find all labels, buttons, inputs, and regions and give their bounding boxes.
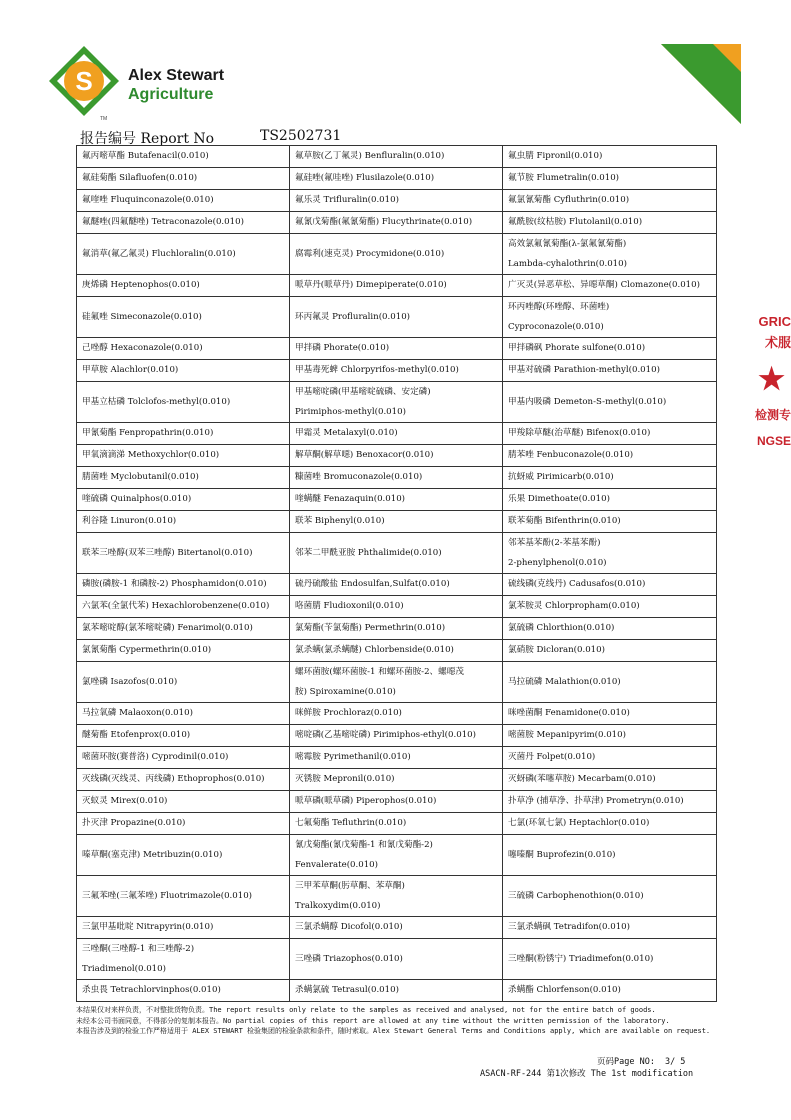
table-cell: 七氟菊酯 Tefluthrin(0.010) <box>290 813 503 835</box>
table-cell: 扑灭津 Propazine(0.010) <box>77 813 290 835</box>
table-cell: 三氯甲基吡啶 Nitrapyrin(0.010) <box>77 917 290 939</box>
table-cell: 扑草净 (捕草净、扑草津) Prometryn(0.010) <box>503 791 717 813</box>
table-row <box>77 533 717 574</box>
table-row <box>77 275 717 297</box>
table-cell: 甲基毒死蜱 Chlorpyrifos-methyl(0.010) <box>290 360 503 382</box>
table-cell: 氟氯氰菊酯 Cyfluthrin(0.010) <box>503 190 717 212</box>
table-row <box>77 791 717 813</box>
table-cell: 糠菌唑 Bromuconazole(0.010) <box>290 467 503 489</box>
table-cell: 氯苯胺灵 Chlorpropham(0.010) <box>503 596 717 618</box>
cell-line: 胺) Spiroxamine(0.010) <box>295 687 396 697</box>
analyte-table <box>76 145 717 1002</box>
table-cell: 三氯杀螨醇 Dicofol(0.010) <box>290 917 503 939</box>
table-cell: 灭蚁灵 Mirex(0.010) <box>77 791 290 813</box>
table-cell: 甲基对硫磷 Parathion-methyl(0.010) <box>503 360 717 382</box>
table-cell <box>503 533 717 574</box>
table-cell: 硫线磷(克线丹) Cadusafos(0.010) <box>503 574 717 596</box>
stamp-text-2: 术服 <box>764 335 791 350</box>
table-row <box>77 146 717 168</box>
table-cell: 三硫磷 Carbophenothion(0.010) <box>503 876 717 917</box>
table-cell: 环丙氟灵 Profluralin(0.010) <box>290 297 503 338</box>
table-row <box>77 769 717 791</box>
stamp-text-4: 检测专 <box>754 408 791 422</box>
table-cell: 杀虫畏 Tetrachlorvinphos(0.010) <box>77 980 290 1002</box>
table-cell: 联苯菊酯 Bifenthrin(0.010) <box>503 511 717 533</box>
table-cell: 腈苯唑 Fenbuconazole(0.010) <box>503 445 717 467</box>
table-row <box>77 190 717 212</box>
table-cell: 甲拌磷砜 Phorate sulfone(0.010) <box>503 338 717 360</box>
table-cell: 腐霉利(速克灵) Procymidone(0.010) <box>290 234 503 275</box>
table-cell: 氟氰戊菊酯(氟氰菊酯) Flucythrinate(0.010) <box>290 212 503 234</box>
table-row <box>77 445 717 467</box>
table-cell: 甲氧滴滴涕 Methoxychlor(0.010) <box>77 445 290 467</box>
report-number-label: 报告编号 Report No <box>80 131 215 147</box>
brand-line2: Agriculture <box>128 86 214 103</box>
page-number <box>597 1055 685 1067</box>
table-cell: 马拉硫磷 Malathion(0.010) <box>503 662 717 703</box>
disclaimer <box>76 1005 721 1037</box>
table-row <box>77 234 717 275</box>
table-cell: 咯菌腈 Fludioxonil(0.010) <box>290 596 503 618</box>
table-row <box>77 338 717 360</box>
table-cell: 氟硅菊酯 Silafluofen(0.010) <box>77 168 290 190</box>
table-cell: 甲基内吸磷 Demeton-S-methyl(0.010) <box>503 382 717 423</box>
table-cell: 甲基立枯磷 Tolclofos-methyl(0.010) <box>77 382 290 423</box>
table-cell: 嘧霉胺 Pyrimethanil(0.010) <box>290 747 503 769</box>
svg-text:S: S <box>75 66 93 96</box>
brand-line1: Alex Stewart <box>128 67 225 84</box>
corner-decoration-icon <box>661 44 741 124</box>
table-row <box>77 574 717 596</box>
table-cell: 氟虫腈 Fipronil(0.010) <box>503 146 717 168</box>
table-cell: 甲草胺 Alachlor(0.010) <box>77 360 290 382</box>
table-cell: 嘧菌环胺(赛普洛) Cyprodinil(0.010) <box>77 747 290 769</box>
table-row <box>77 939 717 980</box>
table-cell: 氟消草(氟乙氟灵) Fluchloralin(0.010) <box>77 234 290 275</box>
table-cell <box>503 234 717 275</box>
stamp-star-icon: ★ <box>758 363 785 396</box>
report-number-value: TS2502731 <box>260 128 342 144</box>
table-cell: 氟喹唑 Fluquinconazole(0.010) <box>77 190 290 212</box>
page-number-value: 3/ 5 <box>664 1057 686 1067</box>
table-cell: 三唑磷 Triazophos(0.010) <box>290 939 503 980</box>
cell-line: 高效氯氟氰菊酯(λ-氯氟氰菊酯) <box>508 239 627 249</box>
table-cell: 磷胺(磷胺-1 和磷胺-2) Phosphamidon(0.010) <box>77 574 290 596</box>
table-row <box>77 980 717 1002</box>
table-cell: 灭菌丹 Folpet(0.010) <box>503 747 717 769</box>
table-cell: 氯硝胺 Dicloran(0.010) <box>503 640 717 662</box>
table-cell: 庚烯磷 Heptenophos(0.010) <box>77 275 290 297</box>
table-cell: 嘧菌胺 Mepanipyrim(0.010) <box>503 725 717 747</box>
page-number-label: 页码Page NO: <box>597 1057 655 1067</box>
table-row <box>77 876 717 917</box>
table-row <box>77 360 717 382</box>
company-logo-icon <box>48 45 120 117</box>
cell-line: 2-phenylphenol(0.010) <box>508 558 607 568</box>
table-cell: 广灭灵(异恶草松、异噁草酮) Clomazone(0.010) <box>503 275 717 297</box>
table-row <box>77 917 717 939</box>
company-stamp <box>754 310 791 460</box>
table-cell: 氯菊酯(苄氯菊酯) Permethrin(0.010) <box>290 618 503 640</box>
table-cell: 六氯苯(全氯代苯) Hexachlorobenzene(0.010) <box>77 596 290 618</box>
table-cell: 氯氰菊酯 Cypermethrin(0.010) <box>77 640 290 662</box>
table-cell: 醚菊酯 Etofenprox(0.010) <box>77 725 290 747</box>
analyte-table-body <box>77 146 717 1002</box>
stamp-text-1: GRIC <box>758 314 791 329</box>
table-cell: 腈菌唑 Myclobutanil(0.010) <box>77 467 290 489</box>
disclaimer-line-2: 未经本公司书面同意，不得部分的复制本报告。No partial copies of this report are allowed at any time without the written permission of the laboratory. <box>76 1016 670 1025</box>
table-row <box>77 489 717 511</box>
table-cell: 解草酮(解草噁) Benoxacor(0.010) <box>290 445 503 467</box>
table-cell: 哌草丹(哌草丹) Dimepiperate(0.010) <box>290 275 503 297</box>
table-cell <box>290 382 503 423</box>
table-cell: 硫丹硫酸盐 Endosulfan,Sulfat(0.010) <box>290 574 503 596</box>
table-row <box>77 725 717 747</box>
table-row <box>77 168 717 190</box>
table-cell: 咪鲜胺 Prochloraz(0.010) <box>290 703 503 725</box>
table-cell: 喹硫磷 Quinalphos(0.010) <box>77 489 290 511</box>
cell-line: 三甲苯草酮(肟草酮、苯草酮) <box>295 881 405 891</box>
table-cell: 氟醚唑(四氟醚唑) Tetraconazole(0.010) <box>77 212 290 234</box>
table-cell: 甲拌磷 Phorate(0.010) <box>290 338 503 360</box>
cell-line: 甲基嘧啶磷(甲基嘧啶硫磷、安定磷) <box>295 387 431 397</box>
table-cell: 氟乐灵 Trifluralin(0.010) <box>290 190 503 212</box>
table-cell: 氟草胺(乙丁氟灵) Benfluralin(0.010) <box>290 146 503 168</box>
table-cell: 氯唑磷 Isazofos(0.010) <box>77 662 290 703</box>
cell-line: 氰戊菊酯(氰戊菊酯-1 和氰戊菊酯-2) <box>295 840 433 850</box>
cell-line: Fenvalerate(0.010) <box>295 860 379 870</box>
table-row <box>77 467 717 489</box>
table-cell <box>290 835 503 876</box>
table-cell <box>503 297 717 338</box>
table-cell: 噻嗪酮 Buprofezin(0.010) <box>503 835 717 876</box>
table-cell: 甲霜灵 Metalaxyl(0.010) <box>290 423 503 445</box>
table-cell: 七氯(环氧七氯) Heptachlor(0.010) <box>503 813 717 835</box>
table-row <box>77 212 717 234</box>
table-cell: 氯杀螨(氯杀螨醚) Chlorbenside(0.010) <box>290 640 503 662</box>
table-row <box>77 813 717 835</box>
table-cell: 氯苯嘧啶醇(氯苯嘧啶磷) Fenarimol(0.010) <box>77 618 290 640</box>
disclaimer-line-1: 本结果仅对来样负责，不对整批货物负责。The report results only relate to the samples as received and analysed, not for the entire batch of goods. <box>76 1006 656 1014</box>
table-cell: 抗蚜威 Pirimicarb(0.010) <box>503 467 717 489</box>
table-cell: 灭锈胺 Mepronil(0.010) <box>290 769 503 791</box>
table-cell: 联苯三唑醇(双苯三唑醇) Bitertanol(0.010) <box>77 533 290 574</box>
table-cell: 嗪草酮(塞克津) Metribuzin(0.010) <box>77 835 290 876</box>
cell-line: Triadimenol(0.010) <box>82 964 166 974</box>
table-cell: 邻苯二甲酰亚胺 Phthalimide(0.010) <box>290 533 503 574</box>
table-cell: 利谷隆 Linuron(0.010) <box>77 511 290 533</box>
table-cell: 杀螨酯 Chlorfenson(0.010) <box>503 980 717 1002</box>
cell-line: 螺环菌胺(螺环菌胺-1 和螺环菌胺-2、螺噁茂 <box>295 667 464 677</box>
table-cell: 乐果 Dimethoate(0.010) <box>503 489 717 511</box>
cell-line: 邻苯基苯酚(2-苯基苯酚) <box>508 538 601 548</box>
cell-line: Cyproconazole(0.010) <box>508 322 604 332</box>
table-cell: 联苯 Biphenyl(0.010) <box>290 511 503 533</box>
table-row <box>77 511 717 533</box>
table-cell <box>77 939 290 980</box>
table-cell: 嘧啶磷(乙基嘧啶磷) Pirimiphos-ethyl(0.010) <box>290 725 503 747</box>
table-cell: 甲羧除草醚(治草醚) Bifenox(0.010) <box>503 423 717 445</box>
table-cell: 杀螨氯硫 Tetrasul(0.010) <box>290 980 503 1002</box>
table-cell: 三氯杀螨砜 Tetradifon(0.010) <box>503 917 717 939</box>
cell-line: 环丙唑醇(环唑醇、环菌唑) <box>508 302 610 312</box>
table-cell <box>290 662 503 703</box>
cell-line: Tralkoxydim(0.010) <box>295 901 381 911</box>
table-row <box>77 618 717 640</box>
table-cell: 三唑酮(粉锈宁) Triadimefon(0.010) <box>503 939 717 980</box>
table-cell: 氟丙嘧草酯 Butafenacil(0.010) <box>77 146 290 168</box>
cell-line: 三唑酮(三唑醇-1 和三唑醇-2) <box>82 944 195 954</box>
table-cell: 哌草磷(哌草磷) Piperophos(0.010) <box>290 791 503 813</box>
table-cell: 氟酰胺(纹枯胺) Flutolanil(0.010) <box>503 212 717 234</box>
table-cell: 氟硅唑(氟哇唑) Flusilazole(0.010) <box>290 168 503 190</box>
table-cell: 咪唑菌酮 Fenamidone(0.010) <box>503 703 717 725</box>
table-cell: 氟节胺 Flumetralin(0.010) <box>503 168 717 190</box>
table-row <box>77 835 717 876</box>
stamp-text-5: NGSE <box>756 434 791 448</box>
table-cell: 三氟苯唑(三氟苯唑) Fluotrimazole(0.010) <box>77 876 290 917</box>
document-code: ASACN-RF-244 第1次修改 The 1st modification <box>480 1069 694 1079</box>
table-row <box>77 596 717 618</box>
table-row <box>77 382 717 423</box>
table-row <box>77 662 717 703</box>
table-row <box>77 297 717 338</box>
table-cell: 马拉氧磷 Malaoxon(0.010) <box>77 703 290 725</box>
table-row <box>77 423 717 445</box>
table-cell: 己唑醇 Hexaconazole(0.010) <box>77 338 290 360</box>
table-row <box>77 640 717 662</box>
disclaimer-line-3: 本报告涉及到的检验工作严格适用于 ALEX STEWART 检验集团的检验条款和条件，随时索取。Alex Stewart General Terms and Conditions apply, which are available on request. <box>76 1027 711 1035</box>
table-cell: 氯硫磷 Chlorthion(0.010) <box>503 618 717 640</box>
table-cell: 灭蚜磷(苯噻草胺) Mecarbam(0.010) <box>503 769 717 791</box>
table-cell: 灭线磷(灭线灵、丙线磷) Ethoprophos(0.010) <box>77 769 290 791</box>
table-cell: 硅氟唑 Simeconazole(0.010) <box>77 297 290 338</box>
trademark-mark: TM <box>100 116 108 122</box>
table-row <box>77 703 717 725</box>
table-row <box>77 747 717 769</box>
table-cell: 甲氰菊酯 Fenpropathrin(0.010) <box>77 423 290 445</box>
brand-name <box>128 66 224 104</box>
table-cell <box>290 876 503 917</box>
cell-line: Pirimiphos-methyl(0.010) <box>295 407 406 417</box>
cell-line: Lambda-cyhalothrin(0.010) <box>508 259 627 269</box>
table-cell: 喹螨醚 Fenazaquin(0.010) <box>290 489 503 511</box>
